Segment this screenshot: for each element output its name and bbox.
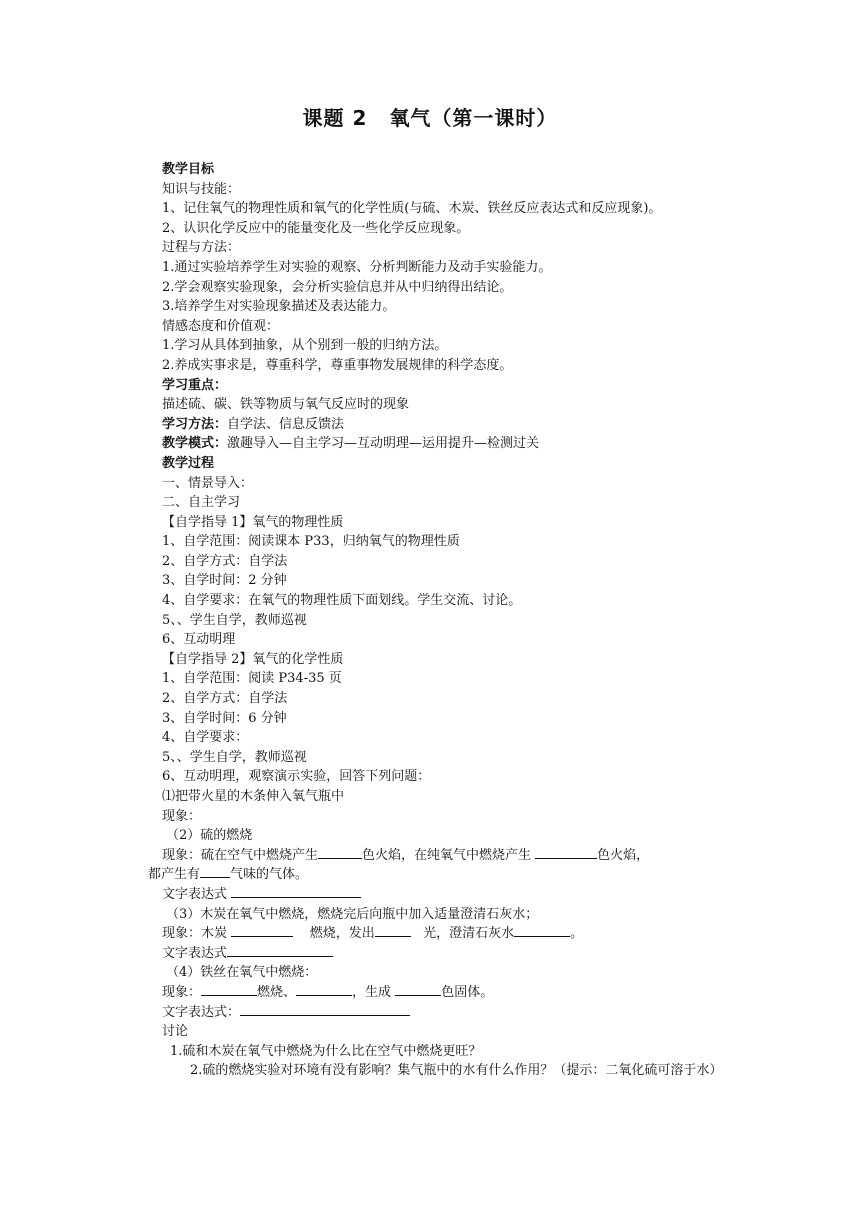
exp2-expression: 文字表达式	[162, 885, 752, 905]
emotion-item: 1.学习从具体到抽象，从个别到一般的归纳方法。	[162, 338, 448, 354]
emotion-label: 情感态度和价值观：	[162, 318, 280, 334]
section-self-study: 二、自主学习	[162, 495, 241, 511]
mode-line	[162, 434, 752, 454]
fill-blank	[535, 846, 597, 859]
exp2-phenomenon-cont: 都产生有 气味的气体。	[148, 867, 309, 883]
guide2-item: 4、自学要求：	[162, 730, 249, 746]
knowledge-label: 知识与技能：	[162, 181, 241, 197]
fill-blank	[514, 924, 570, 937]
mode-text: 激趣导入—自主学习—互动明理—运用提升—检测过关	[227, 436, 540, 452]
guide1-item: 3、自学时间：2 分钟	[162, 573, 287, 589]
guide1-item: 2、自学方式：自学法	[162, 553, 288, 569]
exp1-phenomenon: 现象：	[162, 808, 202, 824]
focus-text: 描述硫、碳、铁等物质与氧气反应时的现象	[162, 397, 410, 413]
discussion-label: 讨论	[162, 1024, 189, 1040]
knowledge-item: 2、认识化学反应中的能量变化及一些化学反应现象。	[162, 220, 470, 236]
exp3-phenomenon: 现象：木炭 燃烧，发出 光，澄清石灰水 。	[162, 926, 584, 942]
discussion-question: 1.硫和木炭在氧气中燃烧为什么比在空气中燃烧更旺？	[170, 1043, 482, 1059]
fill-blank	[318, 846, 362, 859]
exp1-title: ⑴把带火星的木条伸入氧气瓶中	[162, 789, 345, 804]
process-item: 1.通过实验培养学生对实验的观察、分析判断能力及动手实验能力。	[162, 259, 552, 275]
title-lesson-number: 课题 2	[302, 106, 368, 130]
guide1-item: 1、自学范围：阅读课本 P33，归纳氧气的物理性质	[162, 534, 460, 550]
fill-blank	[296, 983, 352, 996]
title-topic: 氧气（第一课时）	[389, 106, 558, 130]
exp3-expression: 文字表达式	[162, 944, 752, 964]
guide2-item: 2、自学方式：自学法	[162, 691, 288, 707]
guide2-title: 【自学指导 2】氧气的化学性质	[162, 651, 344, 667]
emotion-item: 2.养成实事求是，尊重科学，尊重事物发展规律的科学态度。	[162, 357, 513, 373]
section-intro: 一、情景导入：	[162, 475, 254, 491]
guide1-item: 4、自学要求：在氧气的物理性质下面划线。学生交流、讨论。	[162, 593, 522, 609]
discussion-question: 2.硫的燃烧实验对环境有没有影响？集气瓶中的水有什么作用？（提示：二氧化硫可溶于水）	[190, 1063, 723, 1079]
document-body	[148, 160, 752, 1081]
exp4-phenomenon: 现象： 燃烧、 ，生成 色固体。	[162, 984, 494, 1000]
knowledge-item: 1、记住氧气的物理性质和氧气的化学性质(与硫、木炭、铁丝反应表达式和反应现象)。	[162, 201, 662, 217]
method-label: 学习方法：	[162, 416, 228, 432]
guide2-item: 6、互动明理，观察演示实验，回答下列问题：	[162, 769, 431, 785]
process-item: 2.学会观察实验现象，会分析实验信息并从中归纳得出结论。	[162, 279, 513, 295]
exp2-phenomenon: 现象：硫在空气中燃烧产生 色火焰，在纯氧气中燃烧产生 色火焰，	[162, 847, 650, 863]
method-text: 自学法、信息反馈法	[227, 416, 345, 432]
guide1-item: 6、互动明理	[162, 632, 236, 648]
fill-blank	[231, 924, 293, 937]
goals-heading: 教学目标	[162, 162, 215, 177]
exp4-title: （4）铁丝在氧气中燃烧：	[166, 965, 318, 981]
process-heading: 教学过程	[162, 455, 215, 471]
fill-blank	[200, 865, 230, 878]
fill-blank	[375, 924, 411, 937]
guide2-item: 5、、学生自学，教师巡视	[162, 749, 307, 765]
page-title	[0, 102, 860, 131]
process-item: 3.培养学生对实验现象描述及表达能力。	[162, 299, 396, 315]
exp4-expression: 文字表达式：	[162, 1003, 752, 1023]
exp3-title: （3）木炭在氧气中燃烧，燃烧完后向瓶中加入适量澄清石灰水；	[166, 906, 539, 922]
fill-blank	[395, 983, 441, 996]
guide2-item: 1、自学范围：阅读 P34-35 页	[162, 671, 342, 687]
fill-blank	[227, 944, 333, 957]
method-line	[162, 415, 752, 435]
exp2-title: （2）硫的燃烧	[166, 828, 253, 844]
guide2-item: 3、自学时间：6 分钟	[162, 710, 287, 726]
guide1-title: 【自学指导 1】氧气的物理性质	[162, 514, 344, 530]
focus-heading: 学习重点：	[162, 377, 228, 393]
fill-blank	[240, 1003, 410, 1016]
mode-label: 教学模式：	[162, 436, 228, 452]
guide1-item: 5、、学生自学，教师巡视	[162, 612, 307, 628]
process-label: 过程与方法：	[162, 240, 241, 256]
fill-blank	[201, 983, 257, 996]
fill-blank	[231, 885, 361, 898]
